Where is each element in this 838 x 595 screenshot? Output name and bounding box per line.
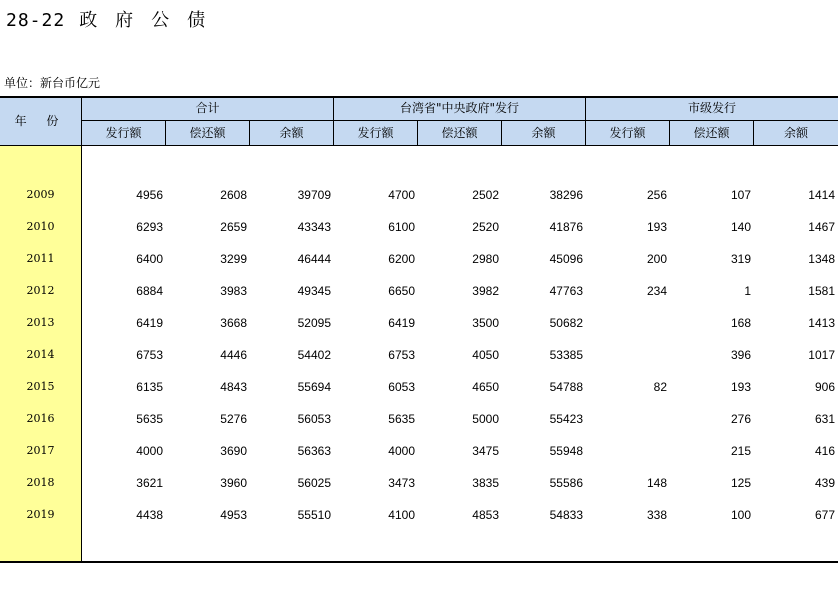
value-cell: 4000 (388, 444, 415, 458)
year-cell: 2019 (26, 508, 55, 521)
value-cell: 4843 (220, 380, 247, 394)
value-cell: 1467 (808, 220, 835, 234)
value-cell: 6400 (136, 252, 163, 266)
value-cell: 1414 (808, 188, 835, 202)
page-title (6, 6, 223, 32)
value-cell: 3299 (220, 252, 247, 266)
group-header-total: 合计 (195, 101, 220, 115)
subcol-repaid: 偿还额 (693, 126, 730, 140)
table-row (0, 499, 838, 531)
value-cell: 4000 (136, 444, 163, 458)
year-cell: 2014 (26, 348, 55, 361)
value-cell: 276 (730, 412, 751, 426)
value-cell: 39709 (297, 188, 331, 202)
subcol-balance: 余额 (279, 126, 304, 140)
value-cell: 100 (730, 508, 751, 522)
value-cell: 54788 (549, 380, 583, 394)
value-cell: 3475 (472, 444, 499, 458)
year-header: 年 份 (14, 114, 67, 128)
value-cell: 3835 (472, 476, 499, 490)
subcol-issued: 发行额 (609, 126, 646, 140)
year-cell: 2009 (26, 188, 55, 201)
value-cell: 439 (814, 476, 835, 490)
value-cell: 6200 (388, 252, 415, 266)
table-row (0, 403, 838, 435)
value-cell: 54833 (549, 508, 583, 522)
value-cell: 55510 (297, 508, 331, 522)
value-cell: 6650 (388, 284, 415, 298)
value-cell: 2608 (220, 188, 247, 202)
value-cell: 55586 (549, 476, 583, 490)
table-row (0, 467, 838, 499)
year-cell: 2018 (26, 476, 55, 489)
value-cell: 1348 (808, 252, 835, 266)
value-cell: 319 (730, 252, 751, 266)
value-cell: 215 (730, 444, 751, 458)
value-cell: 6135 (136, 380, 163, 394)
value-cell: 54402 (297, 348, 331, 362)
year-cell: 2013 (26, 316, 55, 329)
table-row (0, 179, 838, 211)
value-cell: 55948 (549, 444, 583, 458)
value-cell: 200 (646, 252, 667, 266)
value-cell: 52095 (297, 316, 331, 330)
value-cell: 4953 (220, 508, 247, 522)
value-cell: 4446 (220, 348, 247, 362)
value-cell: 4050 (472, 348, 499, 362)
value-cell: 193 (646, 220, 667, 234)
year-cell: 2012 (26, 284, 55, 297)
year-cell: 2017 (26, 444, 55, 457)
table-row (0, 371, 838, 403)
value-cell: 1 (744, 284, 751, 298)
value-cell: 193 (730, 380, 751, 394)
value-cell: 631 (814, 412, 835, 426)
value-cell: 3690 (220, 444, 247, 458)
value-cell: 45096 (549, 252, 583, 266)
subcol-balance: 余额 (783, 126, 808, 140)
value-cell: 1413 (808, 316, 835, 330)
value-cell: 677 (814, 508, 835, 522)
value-cell: 41876 (549, 220, 583, 234)
value-cell: 5276 (220, 412, 247, 426)
value-cell: 6419 (388, 316, 415, 330)
table-row (0, 243, 838, 275)
subcol-repaid: 偿还额 (441, 126, 478, 140)
value-cell: 6753 (136, 348, 163, 362)
value-cell: 2502 (472, 188, 499, 202)
value-cell: 256 (646, 188, 667, 202)
subcol-issued: 发行额 (105, 126, 142, 140)
value-cell: 4650 (472, 380, 499, 394)
value-cell: 6053 (388, 380, 415, 394)
table-row (0, 435, 838, 467)
table-row (0, 339, 838, 371)
value-cell: 148 (646, 476, 667, 490)
value-cell: 906 (814, 380, 835, 394)
value-cell: 416 (814, 444, 835, 458)
table-row (0, 307, 838, 339)
value-cell: 338 (646, 508, 667, 522)
value-cell: 3500 (472, 316, 499, 330)
value-cell: 5635 (388, 412, 415, 426)
value-cell: 47763 (549, 284, 583, 298)
year-cell: 2015 (26, 380, 55, 393)
value-cell: 50682 (549, 316, 583, 330)
table-row (0, 211, 838, 243)
group-header-central: 台湾省"中央政府"发行 (399, 101, 520, 115)
value-cell: 140 (730, 220, 751, 234)
value-cell: 168 (730, 316, 751, 330)
subcol-balance: 余额 (531, 126, 556, 140)
value-cell: 56053 (297, 412, 331, 426)
value-cell: 3983 (220, 284, 247, 298)
value-cell: 3473 (388, 476, 415, 490)
table-bottom-border (0, 561, 838, 563)
value-cell: 56363 (297, 444, 331, 458)
year-cell: 2010 (26, 220, 55, 233)
year-cell: 2016 (26, 412, 55, 425)
value-cell: 55423 (549, 412, 583, 426)
value-cell: 46444 (297, 252, 331, 266)
value-cell: 38296 (549, 188, 583, 202)
value-cell: 53385 (549, 348, 583, 362)
value-cell: 5635 (136, 412, 163, 426)
value-cell: 3982 (472, 284, 499, 298)
value-cell: 2520 (472, 220, 499, 234)
subcol-repaid: 偿还额 (189, 126, 226, 140)
year-cell: 2011 (26, 252, 55, 265)
value-cell: 107 (730, 188, 751, 202)
table-row (0, 275, 838, 307)
header-bottom-border (0, 145, 838, 146)
data-table (0, 96, 838, 563)
value-cell: 4100 (388, 508, 415, 522)
value-cell: 3621 (136, 476, 163, 490)
value-cell: 43343 (297, 220, 331, 234)
value-cell: 82 (653, 380, 667, 394)
value-cell: 4956 (136, 188, 163, 202)
value-cell: 5000 (472, 412, 499, 426)
title-text: 政府公债 (79, 10, 224, 31)
value-cell: 3668 (220, 316, 247, 330)
value-cell: 6293 (136, 220, 163, 234)
value-cell: 396 (730, 348, 751, 362)
value-cell: 49345 (297, 284, 331, 298)
value-cell: 4853 (472, 508, 499, 522)
value-cell: 4438 (136, 508, 163, 522)
unit-label: 单位：新台币亿元 (4, 76, 101, 90)
value-cell: 2659 (220, 220, 247, 234)
group-header-municipal: 市级发行 (687, 101, 736, 115)
title-code: 28-22 (6, 10, 66, 31)
value-cell: 6419 (136, 316, 163, 330)
value-cell: 6884 (136, 284, 163, 298)
value-cell: 4700 (388, 188, 415, 202)
value-cell: 56025 (297, 476, 331, 490)
value-cell: 55694 (297, 380, 331, 394)
value-cell: 2980 (472, 252, 499, 266)
subcol-issued: 发行额 (357, 126, 394, 140)
value-cell: 125 (730, 476, 751, 490)
value-cell: 6100 (388, 220, 415, 234)
value-cell: 3960 (220, 476, 247, 490)
value-cell: 1017 (808, 348, 835, 362)
value-cell: 6753 (388, 348, 415, 362)
value-cell: 234 (646, 284, 667, 298)
value-cell: 1581 (808, 284, 835, 298)
